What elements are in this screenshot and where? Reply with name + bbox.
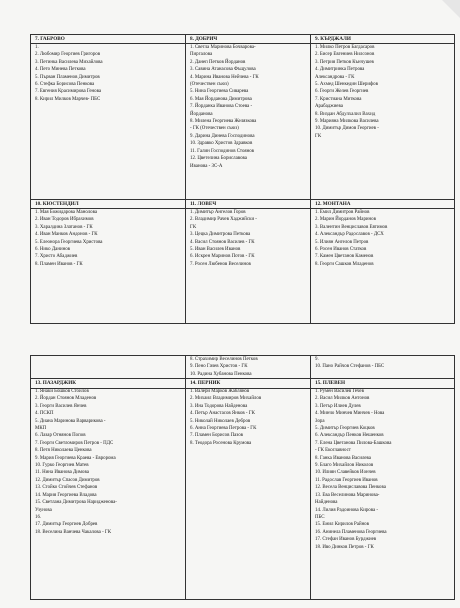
- candidate-entry: 14. Лилия Радоинова Кирова -: [315, 507, 378, 513]
- candidate-entry: 2. Владимир Рачев Хаджийски -: [190, 217, 257, 223]
- candidate-entry: Пиргалова: [190, 52, 213, 58]
- candidate-entry: 5. Димитър Георгиев Коцков: [315, 426, 375, 432]
- candidate-entry: 10. Здравко Христов Здравков: [190, 141, 253, 147]
- candidate-entry: Александрова - ГК: [315, 74, 355, 80]
- region-heading: 12. МОНТАНА: [315, 201, 351, 207]
- region-heading: 14. ПЕРНИК: [190, 380, 221, 386]
- candidate-entry: 2. Данеп Петков Йорданов: [190, 59, 246, 65]
- region-cell-lovech: [186, 199, 310, 323]
- candidate-entry: 3. Георги Василев Янчев: [35, 403, 87, 409]
- region-cell-dobrich: [186, 34, 310, 199]
- candidate-entry: 1. Светла Маринова Бочварова-: [190, 45, 256, 50]
- candidate-entry: 3. Ина Тодорова Найденова: [190, 403, 248, 409]
- candidate-entry: 9. Мария Георгиева Краева - Евророма: [35, 455, 116, 461]
- candidate-entry: 7. Евгения Красимирова Генова: [35, 89, 102, 95]
- candidate-entry: 5. Илиян Ангелов Петров: [315, 239, 369, 245]
- candidate-entry: МКП: [35, 426, 47, 432]
- candidate-entry: 4. Иван Манков Андонов - ГК: [35, 232, 98, 238]
- candidate-entry: 18. Веселина Ванчева Чакалова - ГК: [35, 529, 112, 535]
- candidate-entry: 9. Благо Михайлов Николов: [315, 463, 374, 469]
- candidate-entry: 8. Георги Сашков Младенов: [315, 261, 374, 267]
- candidate-entry: 8. Петя Николаева Ценкова: [35, 448, 92, 454]
- region-cell-kyustendil: [31, 199, 185, 323]
- candidate-entry: ГК: [190, 224, 197, 230]
- candidate-entry: 12. Весела Венциславова Пенкова: [315, 485, 386, 491]
- continuation-cell-montana: [311, 355, 454, 378]
- candidate-entry: 4. Минчо Минчев Минчев - Нова: [315, 411, 385, 417]
- candidate-entry: Арабаджиева: [315, 104, 343, 110]
- candidate-entry: 16.: [35, 514, 42, 520]
- candidate-entry: 7. Росен Любенов Веселинов: [190, 261, 251, 267]
- candidate-entry: ГК: [315, 133, 322, 139]
- candidate-entry: - ГК (Отечествен съюз): [190, 126, 239, 132]
- page-fold-corner: [442, 0, 460, 18]
- candidate-entry: 10. Пано Райчов Стефанов - ПБС: [315, 364, 385, 370]
- table-border: [30, 323, 454, 324]
- candidate-entry: 2. Михаил Владимиров Михайлов: [190, 396, 262, 402]
- candidate-entry: 2. Бисер Евгениев Нилсонов: [315, 52, 375, 58]
- candidate-entry: 5. Елеонора Георгиева Христова: [35, 239, 103, 245]
- candidate-entry: Йорданова: [190, 111, 213, 117]
- candidate-entry: 11. Галин Господинов Стоянов: [190, 148, 254, 154]
- candidate-entry: 6. Стефка Борисова Пенкова: [35, 82, 95, 88]
- candidate-entry: 4. Марина Иванова Нейчева - ГК: [190, 74, 259, 80]
- candidate-entry: 8. Виздан Абдулхалил Вахид: [315, 111, 376, 117]
- candidate-entry: 13. Стойко Стойчев Стефанов: [35, 485, 98, 491]
- candidate-entry: 6. Росен Иванов Статков: [315, 247, 367, 253]
- candidate-entry: 1. Димитър Ангелов Горов: [190, 210, 246, 215]
- candidate-entry: 6. Мая Йорданова Димитрова: [190, 96, 252, 102]
- candidate-entry: 7. Елена Цветанова Пилова-Башкова: [315, 440, 392, 446]
- candidate-entry: 4. Димитринка Петрова: [315, 67, 365, 73]
- candidate-entry: 8. Теодора Росенова Крумова: [190, 440, 252, 446]
- table-border: [454, 355, 455, 600]
- candidate-entry: 1.: [35, 45, 39, 50]
- region-cell-kardzhali: [311, 34, 454, 199]
- candidate-entry: 4. Пето Минева Петкова: [35, 67, 86, 73]
- candidate-entry: 2. Иван Тодоров Ибрахимов: [35, 217, 94, 223]
- candidate-entry: 5. Ахмед Шенкедин Шерифов: [315, 82, 378, 88]
- candidate-entry: 8. Кирил Милков Марчев- ПБС: [35, 96, 101, 102]
- candidate-entry: 4. Васил Стоянов Василев - ГК: [190, 239, 255, 245]
- region-cell-gabrovo: [31, 34, 185, 199]
- candidate-entry: 7. Кристиана Миткова: [315, 96, 362, 102]
- candidate-entry: 1. Янаки Бошков Стоилов: [35, 389, 89, 394]
- candidate-entry: (Отечествен съюз): [190, 82, 229, 88]
- candidate-entry: 7. Христо Абаджиев: [35, 254, 78, 260]
- candidate-entry: - ГК Екоглавност: [315, 448, 351, 454]
- candidate-entry: 10. Илиян Славейков Иончев: [315, 470, 376, 476]
- candidate-entry: 17. Стефан Иванов Бурджиев: [315, 537, 377, 543]
- candidate-entry: 2. Любомир Георгиев Григоров: [35, 52, 101, 58]
- region-heading: 11. ЛОВЕЧ: [190, 201, 217, 207]
- candidate-entry: 6. Георги Желев Георгиев: [315, 89, 369, 95]
- region-cell-pazardzhik: [31, 378, 185, 599]
- candidate-entry: 13. Ева Веселинова Маринова-: [315, 492, 380, 498]
- candidate-entry: Зора: [315, 418, 325, 424]
- candidate-entry: 10. Радина Хубанова Пенкова: [190, 371, 252, 377]
- candidate-entry: 6. Александър Пенков Нешенков: [315, 433, 384, 439]
- candidate-entry: 7. Пламен Борисов Пазов: [190, 433, 243, 439]
- candidate-entry: 10. Димитър Димов Георгиев -: [315, 126, 379, 132]
- candidate-entry: 12. Цветелина Бориславова: [190, 156, 247, 162]
- candidate-entry: 1. Емил Димитров Райнов: [315, 210, 370, 215]
- continuation-cell-empty: [31, 355, 185, 378]
- candidate-entry: 3. Петрия Петков Кънчушев: [315, 59, 374, 65]
- candidate-entry: 5. Нина Георгиева Сиварева: [190, 89, 249, 95]
- candidate-entry: 9. Марияна Милкова Василева: [315, 119, 379, 125]
- continuation-cell-lovech: [186, 355, 310, 378]
- candidate-entry: 6. Искрен Маринов Потов - ГК: [190, 254, 255, 260]
- candidate-entry: 7. Камен Цветанов Каменов: [315, 254, 374, 260]
- candidate-entry: 4. Александър Радославов - ДСХ: [315, 232, 384, 238]
- candidate-entry: 5. Николай Николаев Дебров: [190, 418, 251, 424]
- region-heading: 9. КЪРДЖАЛИ: [315, 36, 351, 42]
- candidate-entry: 3. Цецка Димитрова Петкова: [190, 232, 251, 238]
- candidate-entry: 9. Дарина Динева Господинова: [190, 133, 255, 139]
- candidate-entry: 15. Емил Кирилов Райнов: [315, 522, 369, 528]
- candidate-entry: 2. Йордан Стоянов Младенов: [35, 396, 97, 402]
- region-heading: 7. ГАБРОВО: [35, 36, 65, 42]
- candidate-entry: 3. Савина Атанасова Фъщулова: [190, 67, 256, 73]
- region-heading: 10. КЮСТЕНДИЛ: [35, 201, 79, 207]
- candidate-entry: 3. Харалдина Златанов - ГК: [35, 224, 93, 230]
- candidate-entry: Иванова - ЗС-А: [190, 163, 223, 169]
- candidate-entry: 12. Димитър Спасов Димитров: [35, 477, 100, 483]
- candidate-entry: 1. Румен Василев Гечев: [315, 389, 364, 394]
- candidate-entry: Найденова: [315, 500, 338, 506]
- candidate-entry: 8. Страхимир Веселинов Петков: [190, 357, 258, 362]
- candidate-entry: 8. Милена Георгиева Желязкова: [190, 119, 257, 125]
- region-heading: 15. ПЛЕВЕН: [315, 380, 346, 386]
- candidate-entry: 5. Диана Маринова Варварикова -: [35, 418, 106, 424]
- candidate-entry: 11. Нина Иванова Димова: [35, 470, 89, 476]
- candidate-entry: Узунова: [35, 507, 52, 513]
- candidate-entry: 5. Първан Пламенов Димитров: [35, 74, 100, 80]
- candidate-entry: 9. Пено Гачев Христов - ГК: [190, 364, 248, 370]
- candidate-entry: 6. Анна Георгиева Петрова - ГК: [190, 426, 257, 432]
- candidate-entry: 7. Георги Светломиров Петров - ПДС: [35, 440, 114, 446]
- candidate-entry: 4. ПСКП: [35, 411, 54, 417]
- candidate-entry: 1. Мая Божидарова Манолова: [35, 210, 98, 215]
- candidate-entry: 2. Марин Йорданов Маринов: [315, 217, 376, 223]
- region-heading: 8. ДОБРИЧ: [190, 36, 218, 42]
- candidate-entry: 18. Иво Динков Петров - ГК: [315, 544, 374, 550]
- candidate-entry: 15. Светлана Димитрова Наридженова-: [35, 500, 117, 506]
- candidate-entry: ПБС: [315, 514, 325, 520]
- region-cell-pernik: [186, 378, 310, 599]
- candidate-entry: 3. Петинка Василева Михайлова: [35, 59, 103, 65]
- candidate-entry: 17. Димитър Георгиев Добрев: [35, 522, 98, 528]
- candidate-entry: 8. Пламен Иванов - ГК: [35, 261, 83, 267]
- candidate-entry: 5. Иван Василев Иванов: [190, 247, 241, 253]
- candidate-entry: 10. Гурко Георгиев Матев: [35, 463, 89, 469]
- candidate-entry: 14. Мария Георгиева Владова: [35, 492, 97, 498]
- candidate-entry: 2. Васил Милков Антонов: [315, 396, 370, 402]
- candidate-entry: 1. Милко Петров Багдасаров: [315, 45, 375, 50]
- candidate-entry: 6. Лазар Огнянов Попов: [35, 433, 86, 439]
- table-border: [30, 599, 454, 600]
- candidate-entry: 3. Петър Илиев Дулев: [315, 403, 361, 409]
- candidate-entry: 16. Анинела Пламенова Георгиева: [315, 529, 387, 535]
- candidate-entry: 4. Петър Анастасов Янков - ГК: [190, 411, 255, 417]
- candidate-entry: 1. Валери Марков Жаблянов: [190, 389, 250, 394]
- region-cell-pleven: [311, 378, 454, 599]
- candidate-entry: 8. Ганка Иванова Василева: [315, 455, 371, 461]
- candidate-entry: 6. Нико Данинов: [35, 247, 70, 253]
- candidate-entry: 11. Радослав Георгиев Иванов: [315, 477, 378, 483]
- candidate-entry: 3. Валентин Венциславов Евтимов: [315, 224, 388, 230]
- candidate-entry: 7. Йорданка Иванова Стоева -: [190, 104, 253, 110]
- candidate-entry: 9.: [315, 357, 319, 362]
- region-heading: 13. ПАЗАРДЖИК: [35, 380, 77, 386]
- region-cell-montana: [311, 199, 454, 323]
- table-border: [454, 34, 455, 324]
